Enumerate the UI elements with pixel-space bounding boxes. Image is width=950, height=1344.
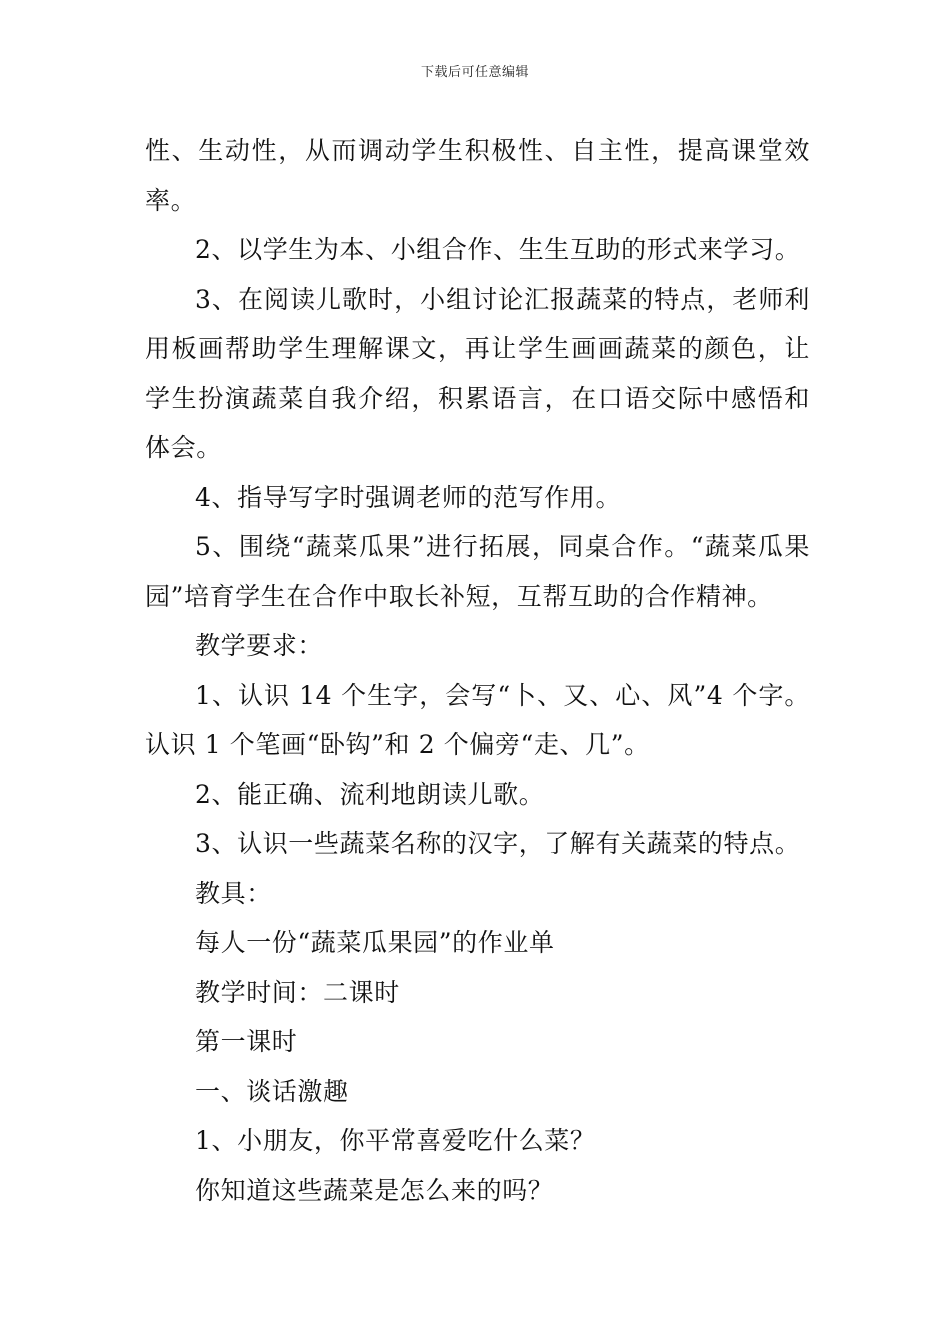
paragraph-8: 2、能正确、流利地朗读儿歌。 [195,779,545,809]
paragraph-16: 你知道这些蔬菜是怎么来的吗？ [195,1175,554,1205]
paragraph-11: 每人一份“蔬菜瓜果园”的作业单 [195,928,555,957]
paragraph-9: 3、认识一些蔬菜名称的汉字，了解有关蔬菜的特点。 [195,829,801,858]
section-heading-first-lesson: 第一课时 [195,1027,298,1056]
paragraph-2: 2、以学生为本、小组合作、生生互助的形式来学习。 [195,235,801,264]
paragraph-1: 性、生动性，从而调动学生积极性、自主性，提高课堂效率。 [145,136,810,215]
section-heading-teaching-requirements: 教学要求： [195,631,324,660]
paragraph-12: 教学时间：二课时 [195,977,400,1007]
paragraph-5: 5、围绕“蔬菜瓜果”进行拓展，同桌合作。“蔬菜瓜果园”培育学生在合作中取长补短，互帮互助的合作精神。 [145,532,810,611]
section-heading-teaching-aids: 教具： [195,878,272,908]
paragraph-4: 4、指导写字时强调老师的范写作用。 [195,482,622,512]
paragraph-15: 1、小朋友，你平常喜爱吃什么菜？ [195,1126,596,1155]
section-heading-conversation: 一、谈话激趣 [195,1076,349,1106]
paragraph-3: 3、在阅读儿歌时，小组讨论汇报蔬菜的特点，老师利用板画帮助学生理解课文，再让学生画画蔬菜的颜色，让学生扮演蔬菜自我介绍，积累语言，在口语交际中感悟和体会。 [145,284,810,462]
paragraph-7: 1、认识 14 个生字，会写“卜、又、心、风”4 个字。认识 1 个笔画“卧钩”和 2 个偏旁“走、几”。 [145,680,810,759]
document-body [145,126,810,1215]
page-header: 下载后可任意编辑 [420,65,529,80]
